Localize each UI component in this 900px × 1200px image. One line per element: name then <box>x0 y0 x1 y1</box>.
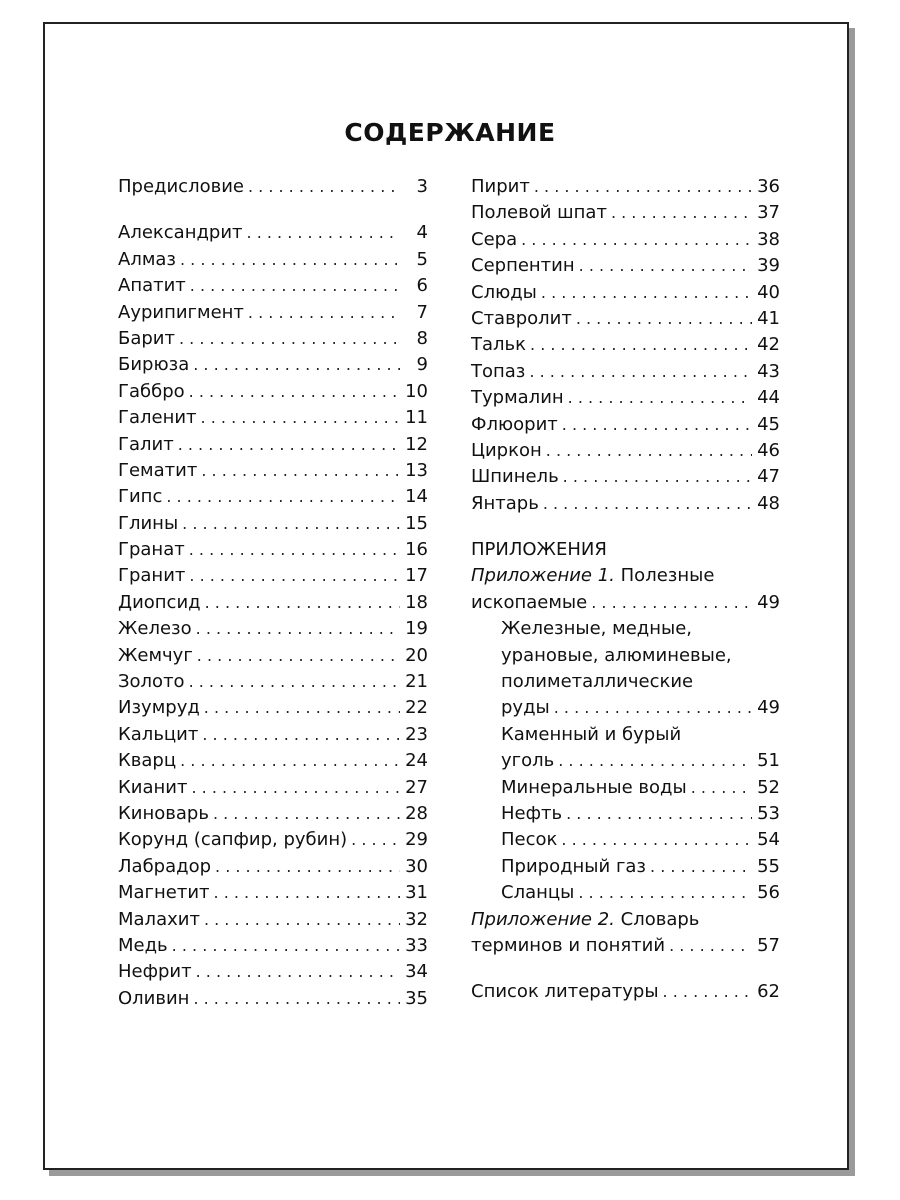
toc-entry-page: 47 <box>757 466 780 488</box>
toc-entry-page: 15 <box>405 512 428 534</box>
toc-entry-preface <box>118 174 428 200</box>
toc-entry-label: Кианит <box>118 776 188 798</box>
spacer <box>471 959 780 979</box>
toc-entry <box>118 801 428 827</box>
leader-dots <box>563 464 752 490</box>
toc-entry-label: Серпентин <box>471 255 575 277</box>
toc-entry <box>118 775 428 801</box>
toc-entry-label: Кварц <box>118 750 177 772</box>
toc-entry <box>118 695 428 721</box>
toc-entry-label: Турмалин <box>471 387 564 409</box>
leader-dots <box>591 590 752 616</box>
leader-dots <box>558 748 752 774</box>
leader-dots <box>201 405 400 431</box>
leader-dots <box>189 379 400 405</box>
toc-entry-page: 12 <box>405 433 428 455</box>
appendix1-italic-label: Приложение 1. <box>471 565 615 587</box>
toc-entry-label: Пирит <box>471 176 530 197</box>
toc-entry-label: руды <box>501 697 550 719</box>
toc-entry-label: терминов и понятий <box>471 934 666 956</box>
appendix2-italic-label: Приложение 2. <box>471 908 615 930</box>
leader-dots <box>189 537 400 563</box>
toc-entry-label: Циркон <box>471 439 542 461</box>
toc-entry-page: 7 <box>416 301 428 323</box>
toc-entry-page: 53 <box>757 802 780 824</box>
toc-entry-page: 8 <box>416 327 428 349</box>
toc-entry-label: Ставролит <box>471 307 572 329</box>
toc-entry <box>501 801 780 827</box>
toc-entry <box>471 359 780 385</box>
appendices-heading: ПРИЛОЖЕНИЯ <box>471 539 607 561</box>
toc-entry-page: 11 <box>405 407 428 429</box>
toc-entry <box>118 590 428 616</box>
leader-dots <box>568 385 752 411</box>
toc-entry-page: 32 <box>405 908 428 930</box>
toc-entry <box>118 563 428 589</box>
toc-entry-label: Жемчуг <box>118 644 193 666</box>
toc-entry <box>471 227 780 253</box>
toc-entry-page: 44 <box>757 387 780 409</box>
toc-entry-page: 14 <box>405 486 428 508</box>
leader-dots <box>351 827 400 853</box>
toc-entry-page: 30 <box>405 855 428 877</box>
leader-dots <box>215 854 400 880</box>
leader-dots <box>193 986 400 1012</box>
toc-entry-label: Барит <box>118 327 175 349</box>
toc-entry-label: уголь <box>501 750 555 772</box>
leader-dots <box>166 484 400 510</box>
toc-entry-label: Железо <box>118 618 192 640</box>
toc-entry-label: Нефрит <box>118 961 192 983</box>
leader-dots <box>204 695 400 721</box>
toc-entry-label: Список литературы <box>471 981 659 1003</box>
toc-entry <box>118 300 428 326</box>
leader-dots <box>214 880 400 906</box>
toc-entry-page: 43 <box>757 360 780 382</box>
spacer <box>471 517 780 537</box>
toc-entry-appendix2 <box>471 933 780 959</box>
toc-entry-label: Апатит <box>118 275 186 297</box>
toc-entry-page: 48 <box>757 492 780 514</box>
toc-entry <box>471 464 780 490</box>
leader-dots <box>576 306 752 332</box>
toc-entry <box>501 854 780 880</box>
toc-entry-page: 4 <box>416 222 428 244</box>
ores-line1: Железные, медные, <box>501 618 692 640</box>
toc-entry-label: Гранит <box>118 565 186 587</box>
toc-entry-page: 52 <box>757 776 780 798</box>
toc-entry <box>471 253 780 279</box>
toc-entry-page: 46 <box>757 439 780 461</box>
toc-entry <box>118 326 428 352</box>
leader-dots <box>172 933 400 959</box>
toc-entry-label: Шпинель <box>471 466 559 488</box>
toc-entry-page: 21 <box>405 671 428 693</box>
leader-dots <box>197 643 400 669</box>
toc-right-column <box>471 174 780 1006</box>
toc-entry-label: Малахит <box>118 908 200 930</box>
toc-entry-label: Гематит <box>118 459 198 481</box>
toc-entry-label: Галенит <box>118 407 197 429</box>
toc-entry-coal <box>501 748 780 774</box>
toc-entry <box>501 775 780 801</box>
toc-entry <box>118 854 428 880</box>
toc-entry-page: 39 <box>757 255 780 277</box>
toc-entry <box>471 385 780 411</box>
toc-entry-page: 28 <box>405 802 428 824</box>
toc-entry-page: 55 <box>757 855 780 877</box>
leader-dots <box>205 590 400 616</box>
page-title: СОДЕРЖАНИЕ <box>344 118 556 147</box>
toc-entry <box>501 827 780 853</box>
leader-dots <box>650 854 752 880</box>
toc-entry <box>118 986 428 1012</box>
toc-entry-page: 16 <box>405 539 428 561</box>
toc-entry-page: 27 <box>405 776 428 798</box>
leader-dots <box>561 827 752 853</box>
toc-entry-page: 41 <box>757 307 780 329</box>
toc-entry <box>471 412 780 438</box>
leader-dots <box>663 979 752 1005</box>
toc-entry-page: 45 <box>757 413 780 435</box>
toc-entry-label: Золото <box>118 671 185 693</box>
leader-dots <box>204 907 400 933</box>
toc-entry-label: Изумруд <box>118 697 200 719</box>
toc-entry <box>471 280 780 306</box>
toc-entry <box>118 748 428 774</box>
toc-right-list <box>471 174 780 517</box>
toc-entry-label: Топаз <box>471 360 526 382</box>
toc-entry-label: Габбро <box>118 380 185 402</box>
toc-entry-page: 3 <box>416 176 428 197</box>
toc-entry-label: Лабрадор <box>118 855 212 877</box>
leader-dots <box>196 616 400 642</box>
toc-entry <box>471 438 780 464</box>
leader-dots <box>611 200 752 226</box>
toc-entry <box>118 511 428 537</box>
toc-left-list <box>118 220 428 1012</box>
toc-entry-page: 6 <box>416 275 428 297</box>
toc-entry-page: 40 <box>757 281 780 303</box>
leader-dots <box>579 253 752 279</box>
leader-dots <box>541 280 752 306</box>
toc-entry-label: Алмаз <box>118 248 176 270</box>
toc-entry-page: 22 <box>405 697 428 719</box>
toc-entry <box>471 491 780 517</box>
leader-dots <box>530 332 752 358</box>
leader-dots <box>248 300 400 326</box>
toc-entry <box>118 352 428 378</box>
toc-entry <box>471 200 780 226</box>
toc-entry-label: Киноварь <box>118 802 209 824</box>
toc-entry-label: Гранат <box>118 539 185 561</box>
spacer <box>118 200 428 220</box>
leader-dots <box>190 273 400 299</box>
leader-dots <box>546 438 752 464</box>
toc-entry-page: 29 <box>405 829 428 851</box>
ores-line3: полиметаллические <box>501 671 694 693</box>
toc-entry-label: Александрит <box>118 222 243 244</box>
toc-entry-label: Природный газ <box>501 855 647 877</box>
leader-dots <box>196 959 400 985</box>
leader-dots <box>179 326 400 352</box>
toc-entry-label: Оливин <box>118 987 190 1009</box>
toc-entry-label: Песок <box>501 829 558 851</box>
toc-entry-label: Тальк <box>471 334 527 356</box>
toc-entry-label: ископаемые <box>471 591 588 613</box>
toc-entry <box>118 880 428 906</box>
toc-entry-page: 23 <box>405 723 428 745</box>
toc-entry-appendix1 <box>471 590 780 616</box>
toc-entry-page: 57 <box>757 934 780 956</box>
toc-entry-label: Сера <box>471 228 518 250</box>
toc-entry <box>118 907 428 933</box>
toc-entry-page: 18 <box>405 591 428 613</box>
toc-entry-page: 38 <box>757 228 780 250</box>
leader-dots <box>182 511 400 537</box>
toc-entry-page: 17 <box>405 565 428 587</box>
toc-entry <box>118 432 428 458</box>
toc-entry-label: Медь <box>118 934 168 956</box>
toc-entry-label: Диопсид <box>118 591 201 613</box>
leader-dots <box>566 801 752 827</box>
toc-entry-label: Глины <box>118 512 179 534</box>
toc-entry <box>118 247 428 273</box>
toc-entry <box>501 880 780 906</box>
toc-entry-page: 20 <box>405 644 428 666</box>
toc-entry-page: 62 <box>757 981 780 1003</box>
leader-dots <box>213 801 400 827</box>
toc-entry <box>118 220 428 246</box>
leader-dots <box>180 247 400 273</box>
leader-dots <box>189 669 400 695</box>
toc-entry <box>118 537 428 563</box>
leader-dots <box>543 491 752 517</box>
toc-entry-label: Слюды <box>471 281 537 303</box>
leader-dots <box>554 695 752 721</box>
toc-entry <box>118 273 428 299</box>
toc-entry <box>118 405 428 431</box>
toc-entry-label: Магнетит <box>118 882 210 904</box>
toc-entry-label: Флюорит <box>471 413 558 435</box>
toc-entry-page: 35 <box>405 987 428 1009</box>
toc-entry-page: 33 <box>405 934 428 956</box>
toc-entry-label: Сланцы <box>501 882 575 904</box>
toc-entry-label: Бирюза <box>118 354 190 376</box>
appendix1-sub-list <box>501 775 780 907</box>
appendix2-title-part1: Словарь <box>620 908 700 930</box>
appendix2-title-line1 <box>471 907 780 933</box>
toc-entry-page: 54 <box>757 829 780 851</box>
toc-entry <box>471 306 780 332</box>
toc-entry <box>471 174 780 200</box>
toc-entry-page: 49 <box>757 591 780 613</box>
toc-entry-label: Гипс <box>118 486 163 508</box>
toc-entry <box>118 458 428 484</box>
leader-dots <box>578 880 752 906</box>
toc-entry <box>118 959 428 985</box>
toc-entry-label: Нефть <box>501 802 563 824</box>
toc-entry <box>118 722 428 748</box>
appendix1-subentries <box>471 616 780 906</box>
toc-entry <box>118 933 428 959</box>
toc-entry-page: 19 <box>405 618 428 640</box>
toc-entry-page: 36 <box>757 176 780 197</box>
leader-dots <box>193 352 400 378</box>
leader-dots <box>521 227 752 253</box>
toc-entry-page: 34 <box>405 961 428 983</box>
leader-dots <box>669 933 752 959</box>
toc-entry <box>118 643 428 669</box>
leader-dots <box>189 563 400 589</box>
toc-entry-page: 51 <box>757 750 780 772</box>
leader-dots <box>201 458 400 484</box>
toc-entry <box>118 379 428 405</box>
leader-dots <box>191 775 400 801</box>
toc-entry-label: Аурипигмент <box>118 301 244 323</box>
toc-entry <box>118 827 428 853</box>
toc-entry-page: 42 <box>757 334 780 356</box>
toc-entry <box>118 616 428 642</box>
coal-line1: Каменный и бурый <box>501 723 682 745</box>
leader-dots <box>529 359 752 385</box>
toc-entry-page: 13 <box>405 459 428 481</box>
toc-entry <box>471 332 780 358</box>
toc-entry-label: Минеральные воды <box>501 776 687 798</box>
toc-entry-label: Полевой шпат <box>471 202 607 224</box>
toc-entry <box>118 484 428 510</box>
toc-entry-ores <box>501 695 780 721</box>
leader-dots <box>180 748 400 774</box>
toc-entry-page: 31 <box>405 882 428 904</box>
toc-entry-page: 5 <box>416 248 428 270</box>
leader-dots <box>534 174 752 200</box>
leader-dots <box>178 432 400 458</box>
toc-entry-page: 24 <box>405 750 428 772</box>
toc-entry-page: 56 <box>757 882 780 904</box>
toc-entry <box>118 669 428 695</box>
ores-line2: урановые, алюминевые, <box>501 644 732 666</box>
toc-entry-label: Корунд (сапфир, рубин) <box>118 829 348 851</box>
toc-entry-label: Янтарь <box>471 492 539 514</box>
toc-entry-label: Предисловие <box>118 176 244 197</box>
toc-left-column <box>118 174 428 1012</box>
leader-dots <box>691 775 752 801</box>
appendix1-title-line1 <box>471 563 780 589</box>
appendix1-title-part1: Полезные <box>620 565 715 587</box>
toc-entry-bibliography <box>471 979 780 1005</box>
toc-entry-page: 37 <box>757 202 780 224</box>
toc-entry-page: 49 <box>757 697 780 719</box>
toc-entry-page: 9 <box>416 354 428 376</box>
toc-entry-label: Галит <box>118 433 174 455</box>
leader-dots <box>562 412 752 438</box>
leader-dots <box>247 220 400 246</box>
toc-entry-label: Кальцит <box>118 723 199 745</box>
leader-dots <box>202 722 400 748</box>
toc-entry-page: 10 <box>405 380 428 402</box>
leader-dots <box>248 174 400 200</box>
